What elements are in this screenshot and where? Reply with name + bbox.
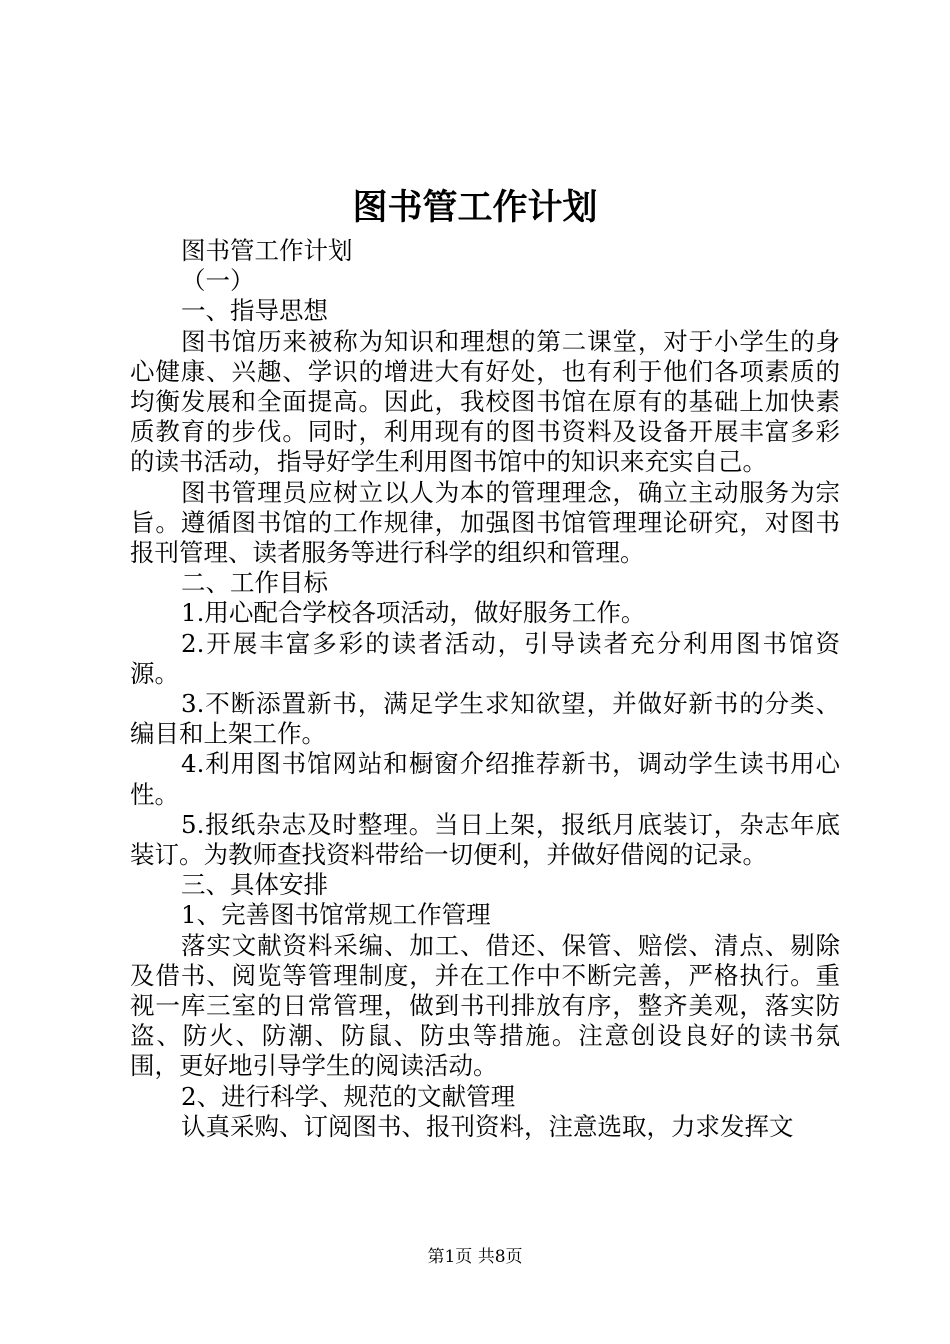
list-item-goal-2: 2.开展丰富多彩的读者活动，引导读者充分利用图书馆资源。 [130,628,840,688]
page-footer: 第1页 共8页 [427,1247,523,1267]
list-item-goal-1: 1.用心配合学校各项活动，做好服务工作。 [181,598,646,628]
list-item-goal-5: 5.报纸杂志及时整理。当日上架，报纸月底装订，杂志年底装订。为教师查找资料带给一切便利，并做好借阅的记录。 [130,809,840,870]
paragraph-routine-management: 落实文献资料采编、加工、借还、保管、赔偿、清点、剔除及借书、阅览等管理制度，并在工作中不断完善，严格执行。重视一库三室的日常管理，做到书刊排放有序，整齐美观，落实防盗、防火、防潮、防鼠、防虫等措施。注意创设良好的读书氛围，更好地引导学生的阅读活动。 [130,930,840,1081]
subheading-document-management: 2、进行科学、规范的文献管理 [181,1081,516,1111]
paragraph-guiding-ideology-1: 图书馆历来被称为知识和理想的第二课堂，对于小学生的身心健康、兴趣、学识的增进大有好处，也有利于他们各项素质的均衡发展和全面提高。因此，我校图书馆在原有的基础上加快素质教育的步伐。同时，利用现有的图书资料及设备开展丰富多彩的读书活动，指导好学生利用图书馆中的知识来充实自己。 [130,326,840,477]
heading-guiding-ideology: 一、指导思想 [181,296,328,326]
document-body [130,236,840,1142]
subheading-routine-management: 1、完善图书馆常规工作管理 [181,900,491,930]
paragraph-document-management: 认真采购、订阅图书、报刊资料，注意选取，力求发挥文 [181,1111,794,1141]
list-item-goal-3: 3.不断添置新书，满足学生求知欲望，并做好新书的分类、编目和上架工作。 [130,689,840,749]
paragraph-section-number: （一） [181,266,255,296]
heading-work-goals: 二、工作目标 [181,568,328,598]
paragraph-guiding-ideology-2: 图书管理员应树立以人为本的管理理念，确立主动服务为宗旨。遵循图书馆的工作规律，加强图书馆管理理论研究，对图书报刊管理、读者服务等进行科学的组织和管理。 [130,477,840,568]
heading-specific-arrangements: 三、具体安排 [181,870,328,900]
list-item-goal-4: 4.利用图书馆网站和橱窗介绍推荐新书，调动学生读书用心性。 [130,749,840,809]
document-title: 图书管工作计划 [352,187,598,228]
paragraph-subtitle: 图书管工作计划 [181,236,353,265]
